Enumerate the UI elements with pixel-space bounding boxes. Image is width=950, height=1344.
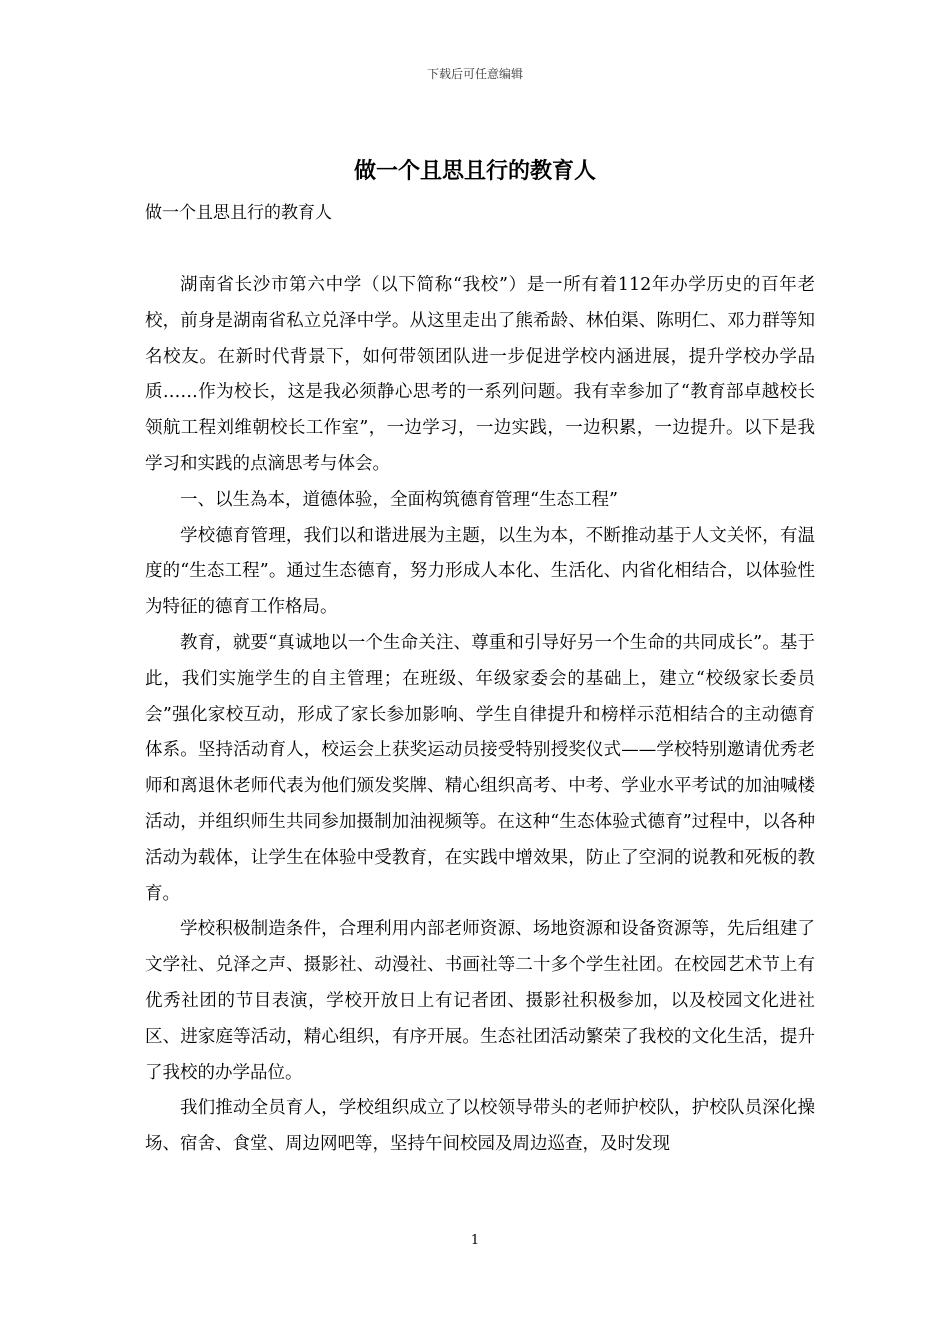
document-body [145,268,815,1163]
page-number: 1 [470,1233,480,1248]
paragraph: 学校德育管理，我们以和谐进展为主题，以生为本，不断推动基于人文关怀，有温度的“生态工程”。通过生态德育，努力形成人本化、生活化、内省化相结合，以体验性为特征的德育工作格局。 [145,525,815,618]
paragraph-intro: 湖南省长沙市第六中学（以下简称“我校”）是一所有着112年办学历史的百年老校，前身是湖南省私立兑泽中学。从这里走出了熊希龄、林伯渠、陈明仁、邓力群等知名校友。在新时代背景下，如何带领团队进一步促进学校内涵进展，提升学校办学品质……作为校长，这是我必须静心思考的一系列问题。我有幸参加了“教育部卓越校长领航工程刘维朝校长工作室”，一边学习，一边实践，一边积累，一边提升。以下是我学习和实践的点滴思考与体会。 [145,275,815,474]
document-subtitle: 做一个且思且行的教育人 [145,203,332,223]
paragraph: 我们推动全员育人，学校组织成立了以校领导带头的老师护校队，护校队员深化操场、宿舍、食堂、周边网吧等，坚持午间校园及周边巡查，及时发现 [145,1098,815,1155]
section-heading-1: 一、以生為本，道德体验，全面构筑德育管理“生态工程” [180,489,618,510]
paragraph: 学校积极制造条件，合理利用内部老师资源、场地资源和设备资源等，先后组建了文学社、兑泽之声、摄影社、动漫社、书画社等二十多个学生社团。在校园艺术节上有优秀社团的节目表演，学校开放日上有记者团、摄影社积极参加，以及校园文化进社区、进家庭等活动，精心组织，有序开展。生态社团活动繁荣了我校的文化生活，提升了我校的办学品位。 [145,919,815,1083]
paragraph: 教育，就要“真诚地以一个生命关注、尊重和引导好另一个生命的共同成长”。基于此，我们实施学生的自主管理；在班级、年级家委会的基础上，建立“校级家长委员会”强化家校互动，形成了家长参加影响、学生自律提升和榜样示范相结合的主动德育体系。坚持活动育人，校运会上获奖运动员接受特别授奖仪式——学校特别邀请优秀老师和离退休老师代表为他们颁发奖牌、精心组织高考、中考、学业水平考试的加油喊楼活动，并组织师生共同参加摄制加油视频等。在这种“生态体验式德育”过程中，以各种活动为载体，让学生在体验中受教育，在实践中增效果，防止了空洞的说教和死板的教育。 [145,632,815,904]
header-note: 下载后可任意编辑 [426,67,523,81]
document-title: 做一个且思且行的教育人 [353,158,596,184]
